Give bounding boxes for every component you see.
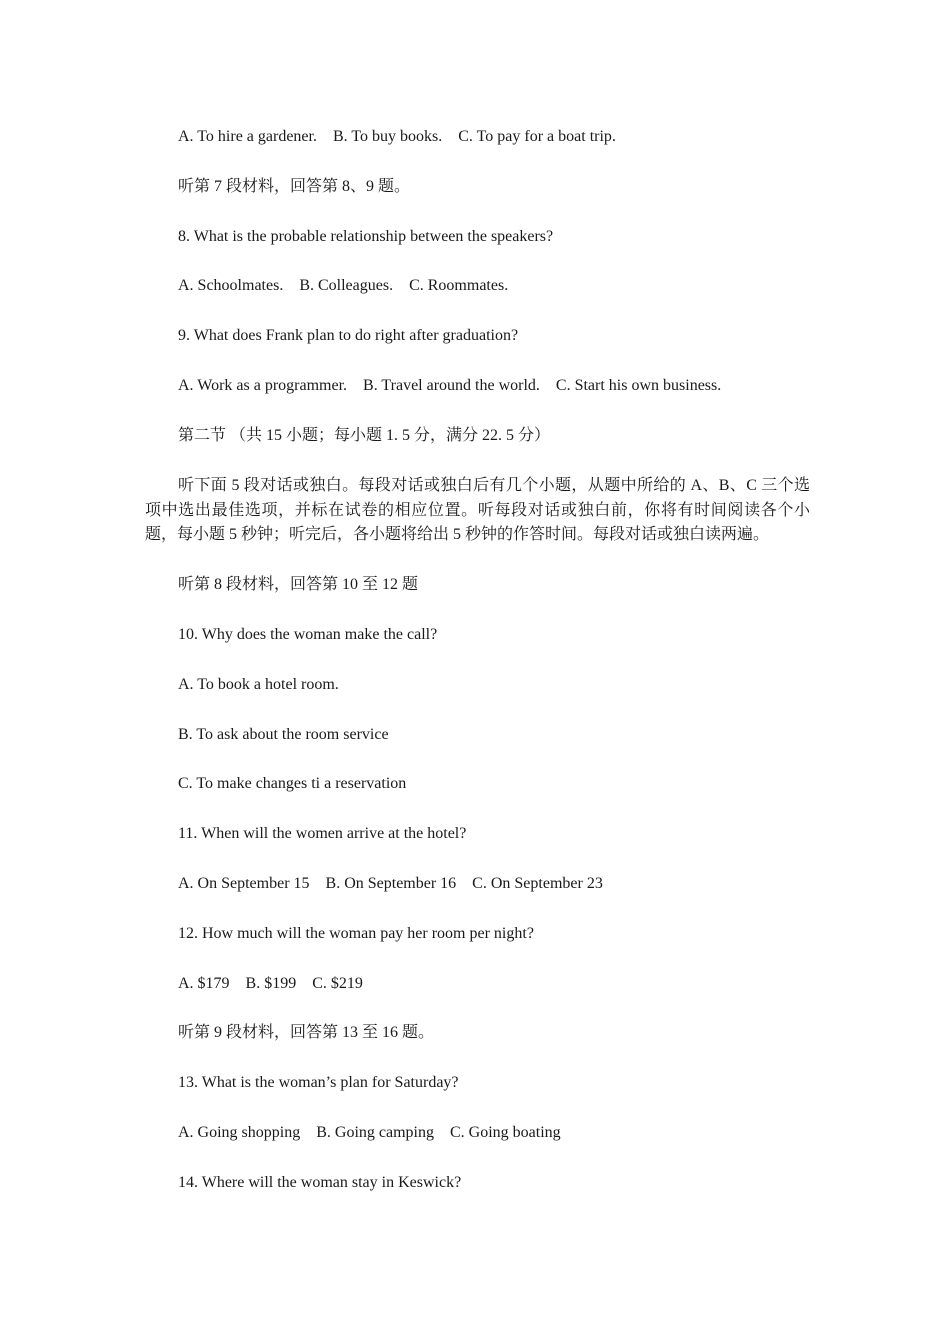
- q9-options: A. Work as a programmer. B. Travel around the world. C. Start his own business.: [178, 377, 722, 394]
- q12-options: A. $179 B. $199 C. $219: [178, 975, 363, 992]
- question-11: 11. When will the women arrive at the hotel?: [178, 825, 467, 842]
- section-9-instruction: 听第 9 段材料，回答第 13 至 16 题。: [178, 1024, 435, 1041]
- question-12: 12. How much will the woman pay her room per night?: [178, 925, 534, 942]
- q13-options: A. Going shopping B. Going camping C. Going boating: [178, 1124, 561, 1141]
- q8-options: A. Schoolmates. B. Colleagues. C. Roommates.: [178, 277, 509, 294]
- question-13: 13. What is the woman’s plan for Saturday?: [178, 1074, 459, 1091]
- q10-option-a: A. To book a hotel room.: [178, 676, 339, 693]
- question-8: 8. What is the probable relationship between the speakers?: [178, 228, 554, 245]
- section-7-instruction: 听第 7 段材料，回答第 8、9 题。: [178, 178, 411, 195]
- question-10: 10. Why does the woman make the call?: [178, 626, 438, 643]
- q10-option-c: C. To make changes ti a reservation: [178, 775, 407, 792]
- q7-options: A. To hire a gardener. B. To buy books. C. To pay for a boat trip.: [178, 128, 616, 145]
- section-2-directions: 听下面 5 段对话或独白。每段对话或独白后有几个小题，从题中所给的 A、B、C 三个选项中选出最佳选项，并标在试卷的相应位置。听每段对话或独白前，你将有时间阅读各个小题，每小题 5 秒钟；听完后，各小题将给出 5 秒钟的作答时间。每段对话或独白读两遍。: [145, 477, 810, 543]
- question-9: 9. What does Frank plan to do right after graduation?: [178, 327, 519, 344]
- question-14: 14. Where will the woman stay in Keswick?: [178, 1174, 462, 1191]
- q10-option-b: B. To ask about the room service: [178, 726, 389, 743]
- section-2-heading: 第二节 （共 15 小题；每小题 1. 5 分，满分 22. 5 分）: [178, 427, 551, 444]
- section-8-instruction: 听第 8 段材料，回答第 10 至 12 题: [178, 576, 419, 593]
- q11-options: A. On September 15 B. On September 16 C. On September 23: [178, 875, 603, 892]
